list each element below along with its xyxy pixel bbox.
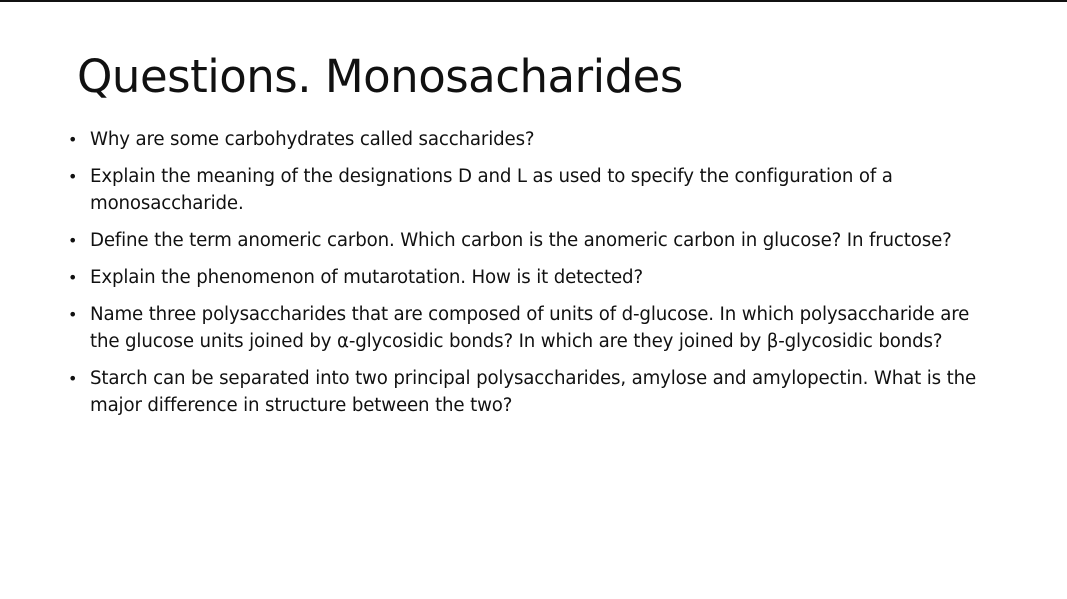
bullet-icon: • [68, 369, 78, 388]
question-text: Define the term anomeric carbon. Which carbon is the anomeric carbon in glucose? In fructose? [90, 230, 952, 251]
bullet-icon: • [68, 167, 78, 186]
bullet-icon: • [68, 231, 78, 250]
question-item-1 [68, 126, 1003, 153]
question-text: Explain the meaning of the designations D and L as used to specify the configuration of a monosaccharide. [90, 166, 893, 214]
slide [0, 2, 1067, 599]
slide-title: Questions. Monosacharides [77, 50, 683, 103]
question-text: Explain the phenomenon of mutarotation. How is it detected? [90, 267, 643, 288]
bullet-icon: • [68, 130, 78, 149]
question-text: Starch can be separated into two principal polysaccharides, amylose and amylopectin. What is the major difference in structure between the two? [90, 368, 976, 416]
question-text: Name three polysaccharides that are composed of units of d-glucose. In which polysaccharide are the glucose units joined by α-glycosidic bonds? In which are they joined by β-glycosidic bonds? [90, 304, 970, 352]
question-item-2 [68, 163, 1003, 217]
question-text: Why are some carbohydrates called saccharides? [90, 129, 535, 150]
question-item-5 [68, 301, 1003, 355]
bullet-icon: • [68, 268, 78, 287]
question-item-3 [68, 227, 1003, 254]
bullet-icon: • [68, 305, 78, 324]
question-item-4 [68, 264, 1003, 291]
question-item-6 [68, 365, 1003, 419]
question-list [68, 126, 1003, 429]
